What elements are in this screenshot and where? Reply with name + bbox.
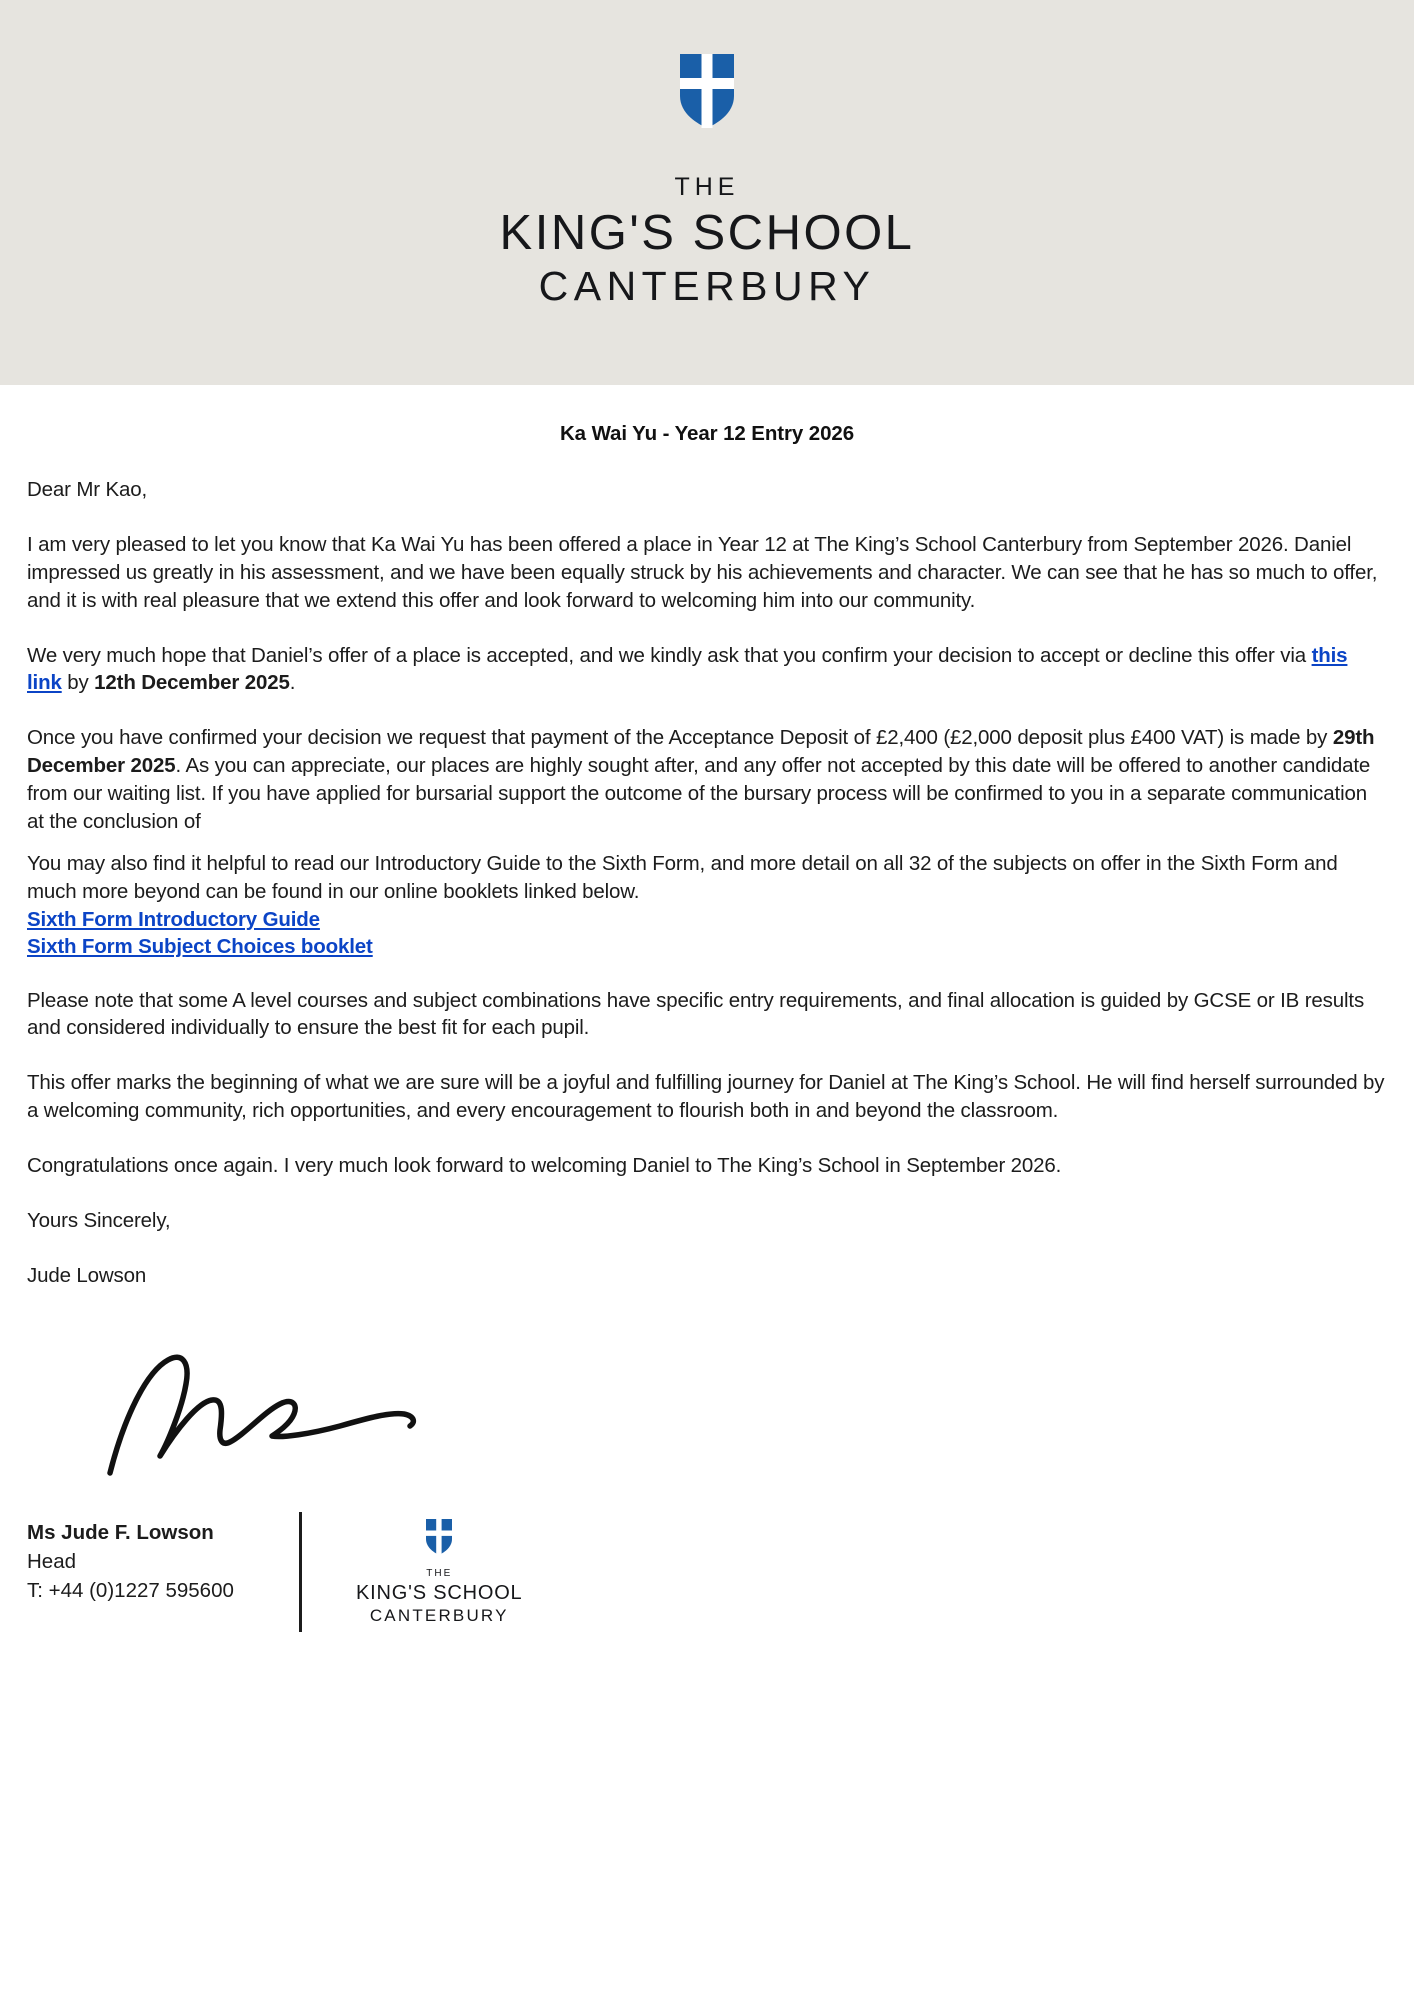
- shield-crest-icon-small: [425, 1518, 453, 1556]
- footer-role: Head: [27, 1549, 77, 1573]
- deposit-deadline-date: 29th December 2025: [27, 726, 1375, 778]
- deposit-text-part1: Once you have confirmed your decision we request that payment of the Acceptance Deposit of £2,400 (£2,000 deposit plus £400 VAT) is made by: [27, 726, 1333, 750]
- signer-name: Jude Lowson: [27, 1263, 147, 1287]
- confirm-deadline-date: 12th December 2025: [94, 671, 290, 695]
- letter-footer: [0, 1512, 1414, 1632]
- letterhead-banner: [0, 0, 1414, 385]
- wordmark-canterbury: CANTERBURY: [538, 262, 876, 309]
- wordmark-kings-school: KING'S SCHOOL: [499, 206, 915, 260]
- footer-wordmark-kings-school: KING'S SCHOOL: [356, 1581, 523, 1604]
- footer-divider: [299, 1512, 302, 1632]
- paragraph-journey: This offer marks the beginning of what we are sure will be a joyful and fulfilling journey for Daniel at The King’s School. He will find herself surrounded by a welcoming community, rich opportunities, and every encouragement to flourish both in and beyond the classroom.: [27, 1071, 1385, 1123]
- paragraph-congratulations: Congratulations once again. I very much look forward to welcoming Daniel to The King’s School in September 2026.: [27, 1154, 1062, 1178]
- footer-wordmark-canterbury: CANTERBURY: [369, 1605, 509, 1625]
- school-wordmark: [500, 174, 915, 308]
- handwritten-signature: [72, 1338, 502, 1488]
- link-sixth-form-introductory-guide[interactable]: Sixth Form Introductory Guide: [27, 907, 320, 931]
- paragraph-confirm-decision: [27, 642, 1387, 698]
- footer-contact-block: [27, 1512, 299, 1632]
- footer-school-logo: [356, 1512, 522, 1632]
- wordmark-the: THE: [674, 173, 740, 201]
- footer-wordmark-the: THE: [426, 1567, 453, 1579]
- footer-phone: T: +44 (0)1227 595600: [27, 1578, 234, 1602]
- paragraph-deposit: [27, 724, 1387, 836]
- confirm-text-part3: .: [289, 671, 296, 695]
- deposit-text-part2: . As you can appreciate, our places are highly sought after, and any offer not accepted by this date will be offered to another candidate from our waiting list. If you have applied for bursarial support the outcome of the bursary process will be confirmed to you in a separate communication at the conclusion of: [27, 754, 1371, 833]
- page-title: Ka Wai Yu - Year 12 Entry 2026: [559, 422, 855, 445]
- paragraph-offer: I am very pleased to let you know that Ka Wai Yu has been offered a place in Year 12 at The King’s School Canterbury from September 2026. Daniel impressed us greatly in his assessment, and we have been equally struck by his achievements and character. We can see that he has so much to offer, and it is with real pleasure that we extend this offer and look forward to welcoming him into our community.: [27, 532, 1378, 612]
- link-sixth-form-subject-choices-booklet[interactable]: Sixth Form Subject Choices booklet: [27, 934, 373, 958]
- paragraph-entry-requirements: Please note that some A level courses and subject combinations have specific entry requirements, and final allocation is guided by GCSE or IB results and considered individually to ensure the best fit for each pupil.: [27, 988, 1365, 1040]
- salutation: Dear Mr Kao,: [27, 478, 148, 501]
- shield-crest-icon: [678, 52, 736, 130]
- closing: Yours Sincerely,: [27, 1208, 171, 1232]
- confirm-text-part2: by: [61, 671, 95, 695]
- paragraph-booklets: You may also find it helpful to read our Introductory Guide to the Sixth Form, and more detail on all 32 of the subjects on offer in the Sixth Form and much more beyond can be found in our online booklets linked below.: [27, 851, 1338, 903]
- footer-name: Ms Jude F. Lowson: [27, 1520, 214, 1544]
- this-link[interactable]: this link: [27, 643, 1348, 695]
- letter-body: [0, 422, 1414, 1488]
- confirm-text-part1: We very much hope that Daniel’s offer of a place is accepted, and we kindly ask that you confirm your decision to accept or decline this offer via: [27, 643, 1312, 667]
